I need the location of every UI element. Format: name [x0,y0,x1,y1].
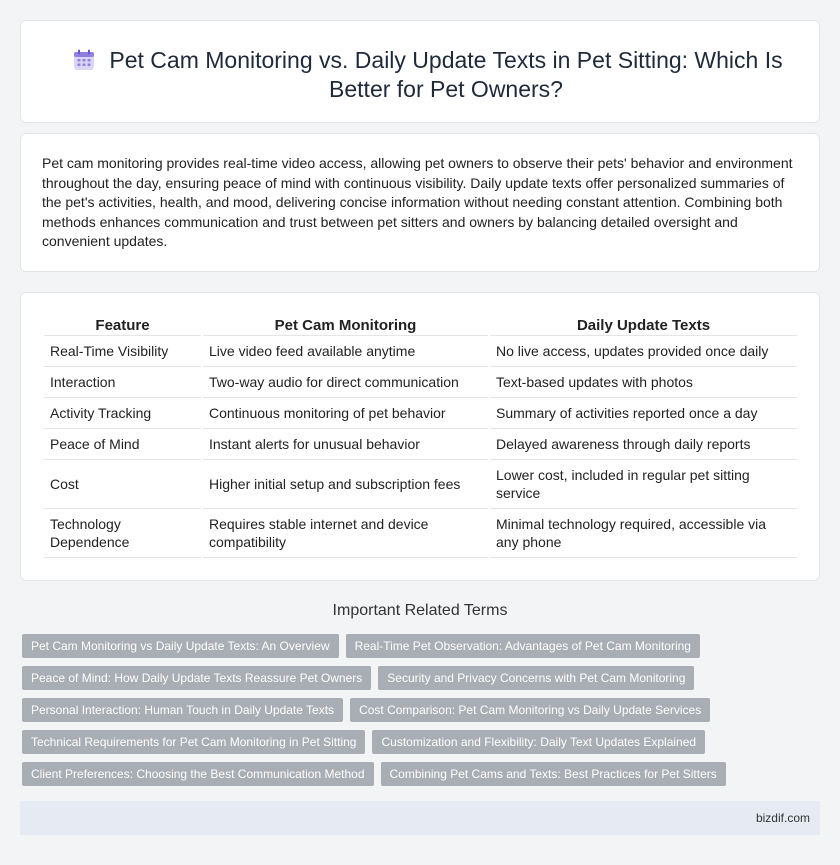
table-row [44,460,797,509]
tag-row [22,762,812,786]
table-row [44,398,797,429]
footer-site-link[interactable]: bizdif.com [755,811,810,825]
table-cell: Cost [44,460,201,509]
related-term-tag[interactable]: Peace of Mind: How Daily Update Texts Reassure Pet Owners [22,666,371,690]
comparison-table [42,316,799,558]
table-header-row [44,316,797,336]
table-row [44,429,797,460]
table-cell: Delayed awareness through daily reports [490,429,797,460]
table-cell: Technology Dependence [44,509,201,558]
table-header-daily-texts: Daily Update Texts [490,316,797,336]
title-card [20,20,820,123]
related-term-tag[interactable]: Real-Time Pet Observation: Advantages of Pet Cam Monitoring [346,634,700,658]
tag-row [22,634,812,658]
table-cell: Text-based updates with photos [490,367,797,398]
table-cell: Activity Tracking [44,398,201,429]
table-header-feature: Feature [44,316,201,336]
tag-row [22,698,812,722]
table-cell: Real-Time Visibility [44,336,201,367]
table-cell: Two-way audio for direct communication [203,367,488,398]
table-cell: Higher initial setup and subscription fees [203,460,488,509]
table-cell: Continuous monitoring of pet behavior [203,398,488,429]
related-term-tag[interactable]: Pet Cam Monitoring vs Daily Update Texts: An Overview [22,634,339,658]
table-cell: Lower cost, included in regular pet sitting service [490,460,797,509]
tag-row [22,666,812,690]
related-term-tag[interactable]: Personal Interaction: Human Touch in Daily Update Texts [22,698,343,722]
table-cell: Instant alerts for unusual behavior [203,429,488,460]
table-header-pet-cam: Pet Cam Monitoring [203,316,488,336]
table-cell: Minimal technology required, accessible via any phone [490,509,797,558]
table-cell: Requires stable internet and device compatibility [203,509,488,558]
related-term-tag[interactable]: Cost Comparison: Pet Cam Monitoring vs Daily Update Services [350,698,710,722]
table-cell: Peace of Mind [44,429,201,460]
related-term-tag[interactable]: Security and Privacy Concerns with Pet Cam Monitoring [378,666,694,690]
page-title: Pet Cam Monitoring vs. Daily Update Texts in Pet Sitting: Which Is Better for Pet Owners? [109,47,783,102]
related-terms-heading: Important Related Terms [332,602,508,619]
comparison-table-card [20,292,820,581]
footer [20,801,820,835]
table-cell: No live access, updates provided once daily [490,336,797,367]
table-row [44,509,797,558]
intro-paragraph: Pet cam monitoring provides real-time video access, allowing pet owners to observe their pets' behavior and environment throughout the day, ensuring peace of mind with continuous visibility. Daily update texts offer personalized summaries of the pet's activities, health, and mood, delivering concise information without needing constant attention. Combining both methods enhances communication and trust between pet sitters and owners by balancing detailed oversight and convenient updates. [42,155,793,250]
table-row [44,367,797,398]
table-cell: Summary of activities reported once a day [490,398,797,429]
tag-row [22,730,812,754]
related-term-tag[interactable]: Customization and Flexibility: Daily Text Updates Explained [372,730,705,754]
table-cell: Interaction [44,367,201,398]
intro-card [20,133,820,272]
related-term-tag[interactable]: Technical Requirements for Pet Cam Monitoring in Pet Sitting [22,730,365,754]
related-term-tag[interactable]: Combining Pet Cams and Texts: Best Practices for Pet Sitters [381,762,726,786]
table-cell: Live video feed available anytime [203,336,488,367]
related-term-tag[interactable]: Client Preferences: Choosing the Best Communication Method [22,762,374,786]
related-terms-list [22,634,812,794]
table-row [44,336,797,367]
